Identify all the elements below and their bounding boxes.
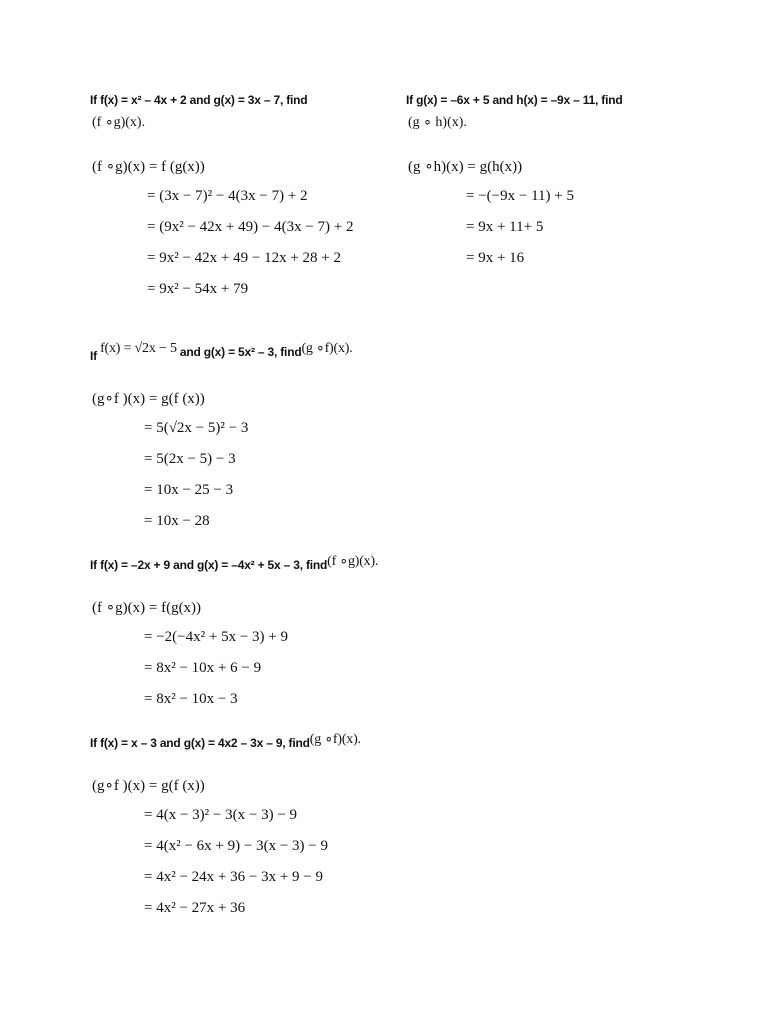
problem3-fx: f(x) = √2x − 5 (100, 341, 177, 356)
problem2-line-3: = 9x + 16 (466, 250, 525, 266)
problem4-line-2: = 8x² − 10x + 6 − 9 (144, 660, 262, 676)
problem5-line-1: = 4(x − 3)² − 3(x − 3) − 9 (144, 807, 298, 823)
problem3-prompt (90, 340, 353, 363)
problem3-line-2: = 5(2x − 5) − 3 (144, 451, 236, 467)
problem1-find: (f ∘g)(x). (92, 115, 146, 130)
problem4-find: (f ∘g)(x). (327, 554, 379, 569)
problem1-line-1: = (3x − 7)² − 4(3x − 7) + 2 (147, 188, 308, 204)
problem2-line-0: (g ∘h)(x) = g(h(x)) (408, 159, 523, 175)
problem1-line-3: = 9x² − 42x + 49 − 12x + 28 + 2 (147, 250, 342, 266)
problem4-line-1: = −2(−4x² + 5x − 3) + 9 (144, 629, 288, 645)
problem1-line-0: (f ∘g)(x) = f (g(x)) (92, 159, 205, 175)
problem5-prompt-text: If f(x) = x – 3 and g(x) = 4x2 – 3x – 9, find (90, 736, 310, 750)
problem3-find: (g ∘f)(x). (301, 341, 353, 356)
problem1-line-2: = (9x² − 42x + 49) − 4(3x − 7) + 2 (147, 219, 354, 235)
problem2-prompt: If g(x) = –6x + 5 and h(x) = –9x – 11, find (406, 93, 623, 107)
problem5-prompt (90, 731, 361, 748)
problem3-prompt-start: If (90, 349, 97, 363)
problem2-line-2: = 9x + 11+ 5 (466, 219, 544, 235)
problem4-prompt-text: If f(x) = –2x + 9 and g(x) = –4x² + 5x – 3, find (90, 558, 328, 572)
problem4-line-0: (f ∘g)(x) = f(g(x)) (92, 600, 202, 616)
problem5-line-2: = 4(x² − 6x + 9) − 3(x − 3) − 9 (144, 838, 328, 854)
problem5-line-4: = 4x² − 27x + 36 (144, 900, 246, 916)
problem3-line-0: (g∘f )(x) = g(f (x)) (92, 391, 205, 407)
problem2-find: (g ∘ h)(x). (408, 115, 467, 130)
problem2-line-1: = −(−9x − 11) + 5 (466, 188, 574, 204)
problem5-line-3: = 4x² − 24x + 36 − 3x + 9 − 9 (144, 869, 324, 885)
problem4-prompt (90, 553, 378, 570)
problem4-line-3: = 8x² − 10x − 3 (144, 691, 238, 707)
problem3-line-4: = 10x − 28 (144, 513, 210, 529)
problem5-find: (g ∘f)(x). (309, 732, 361, 747)
problem1-prompt: If f(x) = x² – 4x + 2 and g(x) = 3x – 7, find (90, 93, 308, 107)
problem3-line-1: = 5(√2x − 5)² − 3 (144, 420, 249, 436)
problem3-prompt-mid: and g(x) = 5x² – 3, find (179, 345, 302, 359)
problem1-line-4: = 9x² − 54x + 79 (147, 281, 249, 297)
problem5-line-0: (g∘f )(x) = g(f (x)) (92, 778, 205, 794)
problem3-line-3: = 10x − 25 − 3 (144, 482, 234, 498)
